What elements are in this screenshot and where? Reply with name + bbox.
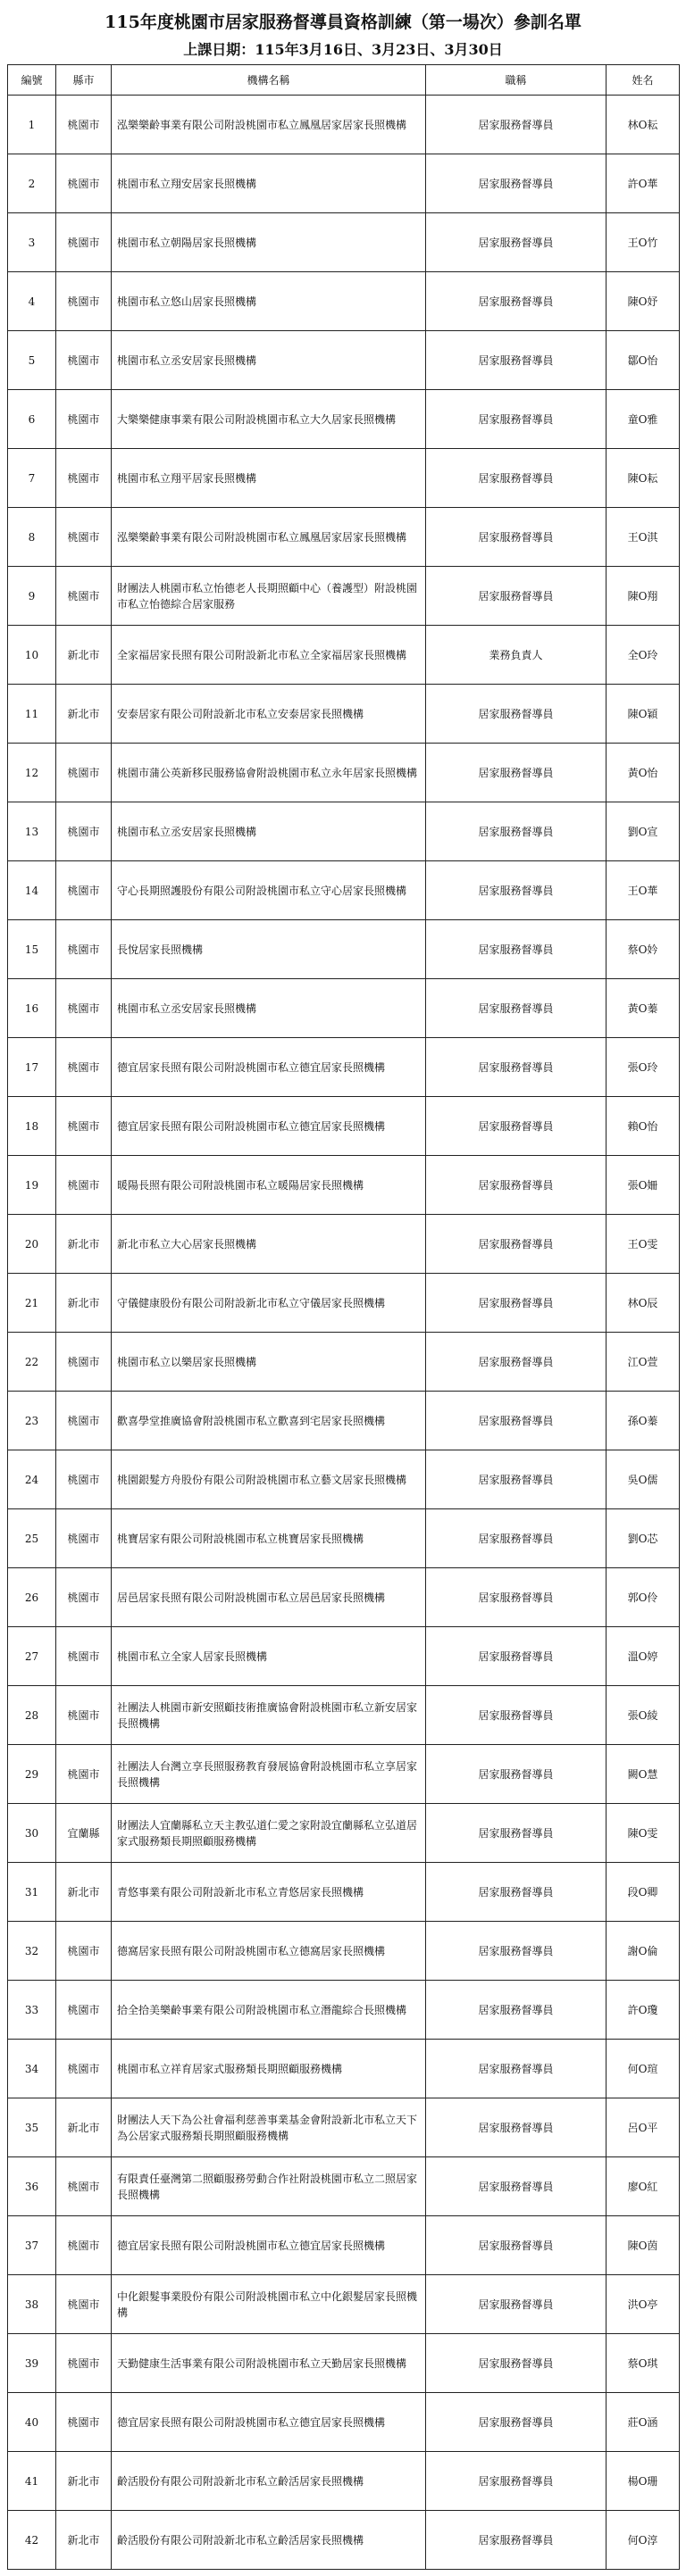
cell-title: 居家服務督導員 (426, 1156, 607, 1215)
cell-org: 有限責任臺灣第二照顧服務勞動合作社附設桃園市私立二照居家長照機構 (112, 2157, 426, 2216)
cell-org: 德宜居家長照有限公司附設桃園市私立德宜居家長照機構 (112, 1038, 426, 1097)
cell-county: 桃園市 (56, 2334, 112, 2393)
cell-org: 德宜居家長照有限公司附設桃園市私立德宜居家長照機構 (112, 2216, 426, 2275)
cell-title: 居家服務督導員 (426, 2216, 607, 2275)
cell-name: 劉O宣 (607, 802, 680, 861)
cell-title: 居家服務督導員 (426, 1450, 607, 1509)
cell-org: 桃園市私立丞安居家長照機構 (112, 331, 426, 390)
cell-title: 居家服務督導員 (426, 1804, 607, 1863)
table-row (8, 2511, 680, 2570)
table-row (8, 1568, 680, 1627)
cell-name: 林O辰 (607, 1274, 680, 1333)
cell-title: 居家服務督導員 (426, 979, 607, 1038)
cell-county: 桃園市 (56, 390, 112, 449)
cell-title: 居家服務督導員 (426, 1097, 607, 1156)
header-county: 縣市 (56, 65, 112, 96)
cell-org: 拾全拾美樂齡事業有限公司附設桃園市私立潛龍綜合長照機構 (112, 1981, 426, 2040)
cell-title: 居家服務督導員 (426, 1686, 607, 1745)
cell-org: 桃寶居家有限公司附設桃園市私立桃寶居家長照機構 (112, 1509, 426, 1568)
cell-county: 桃園市 (56, 1627, 112, 1686)
cell-name: 張O綾 (607, 1686, 680, 1745)
cell-no: 38 (8, 2275, 56, 2334)
cell-county: 桃園市 (56, 1333, 112, 1392)
cell-name: 王O淇 (607, 508, 680, 567)
cell-org: 財團法人天下為公社會福利慈善事業基金會附設新北市私立天下為公居家式服務類長期照顧服務機構 (112, 2098, 426, 2157)
cell-name: 何O淳 (607, 2511, 680, 2570)
cell-county: 桃園市 (56, 1156, 112, 1215)
cell-name: 童O雅 (607, 390, 680, 449)
document-subtitle: 上課日期：115年3月16日、3月23日、3月30日 (183, 41, 503, 58)
cell-county: 桃園市 (56, 567, 112, 626)
table-row (8, 2275, 680, 2334)
cell-no: 19 (8, 1156, 56, 1215)
cell-title: 居家服務督導員 (426, 1627, 607, 1686)
cell-name: 黃O怡 (607, 744, 680, 802)
cell-name: 王O華 (607, 861, 680, 920)
cell-no: 35 (8, 2098, 56, 2157)
cell-name: 陳O妤 (607, 272, 680, 331)
cell-county: 桃園市 (56, 154, 112, 213)
cell-name: 黃O蓁 (607, 979, 680, 1038)
cell-title: 居家服務督導員 (426, 2275, 607, 2334)
cell-no: 42 (8, 2511, 56, 2570)
cell-county: 桃園市 (56, 1097, 112, 1156)
cell-no: 7 (8, 449, 56, 508)
cell-name: 段O卿 (607, 1863, 680, 1922)
table-row (8, 920, 680, 979)
cell-no: 12 (8, 744, 56, 802)
table-row (8, 272, 680, 331)
cell-org: 財團法人宜蘭縣私立天主教弘道仁愛之家附設宜蘭縣私立弘道居家式服務類長期照顧服務機構 (112, 1804, 426, 1863)
cell-name: 闕O慧 (607, 1745, 680, 1804)
cell-org: 社團法人桃園市新安照顧技術推廣協會附設桃園市私立新安居家長照機構 (112, 1686, 426, 1745)
cell-name: 張O玲 (607, 1038, 680, 1097)
cell-no: 28 (8, 1686, 56, 1745)
cell-county: 桃園市 (56, 744, 112, 802)
cell-name: 許O瓊 (607, 1981, 680, 2040)
cell-county: 桃園市 (56, 96, 112, 154)
cell-county: 桃園市 (56, 272, 112, 331)
cell-org: 泓樂樂齡事業有限公司附設桃園市私立鳳凰居家居家長照機構 (112, 96, 426, 154)
table-row (8, 1863, 680, 1922)
header-name: 姓名 (607, 65, 680, 96)
table-row (8, 1745, 680, 1804)
table-row (8, 449, 680, 508)
cell-org: 桃園市私立翔安居家長照機構 (112, 154, 426, 213)
cell-title: 居家服務督導員 (426, 2040, 607, 2098)
cell-county: 桃園市 (56, 2157, 112, 2216)
cell-title: 居家服務督導員 (426, 1274, 607, 1333)
cell-county: 桃園市 (56, 1509, 112, 1568)
cell-name: 楊O珊 (607, 2452, 680, 2511)
cell-title: 居家服務督導員 (426, 1745, 607, 1804)
cell-county: 桃園市 (56, 1038, 112, 1097)
cell-title: 業務負責人 (426, 626, 607, 685)
table-row (8, 1686, 680, 1745)
cell-org: 長悅居家長照機構 (112, 920, 426, 979)
cell-org: 德宜居家長照有限公司附設桃園市私立德宜居家長照機構 (112, 1097, 426, 1156)
cell-county: 桃園市 (56, 1686, 112, 1745)
cell-org: 天勤健康生活事業有限公司附設桃園市私立天勤居家長照機構 (112, 2334, 426, 2393)
cell-title: 居家服務督導員 (426, 685, 607, 744)
cell-title: 居家服務督導員 (426, 1509, 607, 1568)
cell-title: 居家服務督導員 (426, 802, 607, 861)
cell-name: 蔡O妗 (607, 920, 680, 979)
cell-no: 40 (8, 2393, 56, 2452)
participant-table (7, 64, 680, 2570)
cell-county: 桃園市 (56, 2216, 112, 2275)
cell-org: 泓樂樂齡事業有限公司附設桃園市私立鳳凰居家居家長照機構 (112, 508, 426, 567)
cell-name: 林O耘 (607, 96, 680, 154)
cell-name: 莊O涵 (607, 2393, 680, 2452)
table-row (8, 567, 680, 626)
cell-title: 居家服務督導員 (426, 2393, 607, 2452)
cell-no: 27 (8, 1627, 56, 1686)
cell-name: 呂O平 (607, 2098, 680, 2157)
cell-name: 王O雯 (607, 1215, 680, 1274)
table-row (8, 1450, 680, 1509)
cell-county: 桃園市 (56, 449, 112, 508)
cell-title: 居家服務督導員 (426, 1863, 607, 1922)
cell-county: 新北市 (56, 1215, 112, 1274)
cell-org: 歡喜學堂推廣協會附設桃園市私立歡喜到宅居家長照機構 (112, 1392, 426, 1450)
table-row (8, 1156, 680, 1215)
cell-no: 8 (8, 508, 56, 567)
table-row (8, 1333, 680, 1392)
cell-no: 15 (8, 920, 56, 979)
cell-name: 陳O翔 (607, 567, 680, 626)
cell-no: 20 (8, 1215, 56, 1274)
cell-no: 33 (8, 1981, 56, 2040)
cell-org: 大樂樂健康事業有限公司附設桃園市私立大久居家長照機構 (112, 390, 426, 449)
table-row (8, 2040, 680, 2098)
cell-title: 居家服務督導員 (426, 861, 607, 920)
cell-county: 桃園市 (56, 920, 112, 979)
cell-no: 34 (8, 2040, 56, 2098)
cell-title: 居家服務督導員 (426, 2157, 607, 2216)
cell-county: 新北市 (56, 1274, 112, 1333)
cell-name: 陳O耘 (607, 449, 680, 508)
table-row (8, 979, 680, 1038)
cell-name: 陳O茵 (607, 2216, 680, 2275)
cell-county: 新北市 (56, 2098, 112, 2157)
table-row (8, 1392, 680, 1450)
cell-no: 37 (8, 2216, 56, 2275)
table-row (8, 1922, 680, 1981)
table-row (8, 802, 680, 861)
cell-county: 新北市 (56, 626, 112, 685)
cell-name: 許O華 (607, 154, 680, 213)
cell-name: 溫O婷 (607, 1627, 680, 1686)
cell-no: 2 (8, 154, 56, 213)
cell-county: 桃園市 (56, 508, 112, 567)
table-row (8, 390, 680, 449)
table-row (8, 1274, 680, 1333)
header-title: 職稱 (426, 65, 607, 96)
cell-name: 王O竹 (607, 213, 680, 272)
cell-no: 6 (8, 390, 56, 449)
cell-title: 居家服務督導員 (426, 1981, 607, 2040)
cell-org: 暖陽長照有限公司附設桃園市私立暖陽居家長照機構 (112, 1156, 426, 1215)
table-row (8, 1981, 680, 2040)
cell-no: 11 (8, 685, 56, 744)
cell-org: 桃園市私立全家人居家長照機構 (112, 1627, 426, 1686)
cell-org: 全家福居家長照有限公司附設新北市私立全家福居家長照機構 (112, 626, 426, 685)
cell-org: 桃園市私立丞安居家長照機構 (112, 802, 426, 861)
cell-org: 桃園銀髮方舟股份有限公司附設桃園市私立藝文居家長照機構 (112, 1450, 426, 1509)
cell-name: 郭O伶 (607, 1568, 680, 1627)
cell-title: 居家服務督導員 (426, 331, 607, 390)
cell-org: 桃園市私立以樂居家長照機構 (112, 1333, 426, 1392)
cell-county: 桃園市 (56, 1922, 112, 1981)
cell-name: 孫O蓁 (607, 1392, 680, 1450)
cell-org: 社團法人台灣立享長照服務教育發展協會附設桃園市私立享居家長照機構 (112, 1745, 426, 1804)
cell-no: 14 (8, 861, 56, 920)
table-row (8, 1097, 680, 1156)
cell-name: 吳O儒 (607, 1450, 680, 1509)
cell-title: 居家服務督導員 (426, 2098, 607, 2157)
cell-county: 宜蘭縣 (56, 1804, 112, 1863)
cell-county: 桃園市 (56, 2393, 112, 2452)
cell-org: 齡活股份有限公司附設新北市私立齡活居家長照機構 (112, 2511, 426, 2570)
cell-county: 桃園市 (56, 331, 112, 390)
cell-no: 39 (8, 2334, 56, 2393)
table-row (8, 1215, 680, 1274)
cell-no: 5 (8, 331, 56, 390)
cell-org: 桃園市私立悠山居家長照機構 (112, 272, 426, 331)
cell-no: 18 (8, 1097, 56, 1156)
table-row (8, 2334, 680, 2393)
cell-org: 青悠事業有限公司附設新北市私立青悠居家長照機構 (112, 1863, 426, 1922)
cell-org: 德窩居家長照有限公司附設桃園市私立德窩居家長照機構 (112, 1922, 426, 1981)
cell-name: 蔡O琪 (607, 2334, 680, 2393)
cell-no: 26 (8, 1568, 56, 1627)
table-body (8, 96, 680, 2570)
table-row (8, 626, 680, 685)
cell-county: 桃園市 (56, 1450, 112, 1509)
cell-title: 居家服務督導員 (426, 1038, 607, 1097)
cell-no: 36 (8, 2157, 56, 2216)
cell-county: 桃園市 (56, 802, 112, 861)
cell-name: 劉O芯 (607, 1509, 680, 1568)
cell-title: 居家服務督導員 (426, 96, 607, 154)
cell-org: 德宜居家長照有限公司附設桃園市私立德宜居家長照機構 (112, 2393, 426, 2452)
cell-county: 新北市 (56, 685, 112, 744)
cell-org: 桃園市私立朝陽居家長照機構 (112, 213, 426, 272)
cell-county: 桃園市 (56, 979, 112, 1038)
cell-name: 謝O倫 (607, 1922, 680, 1981)
cell-name: 陳O穎 (607, 685, 680, 744)
cell-title: 居家服務督導員 (426, 2334, 607, 2393)
cell-title: 居家服務督導員 (426, 390, 607, 449)
cell-name: 江O萱 (607, 1333, 680, 1392)
table-row (8, 1038, 680, 1097)
cell-title: 居家服務督導員 (426, 744, 607, 802)
cell-no: 9 (8, 567, 56, 626)
header-org: 機構名稱 (112, 65, 426, 96)
cell-no: 32 (8, 1922, 56, 1981)
table-row (8, 2098, 680, 2157)
cell-county: 桃園市 (56, 1745, 112, 1804)
cell-title: 居家服務督導員 (426, 154, 607, 213)
cell-no: 16 (8, 979, 56, 1038)
cell-no: 23 (8, 1392, 56, 1450)
cell-name: 何O瑄 (607, 2040, 680, 2098)
cell-title: 居家服務督導員 (426, 2452, 607, 2511)
table-row (8, 213, 680, 272)
cell-title: 居家服務督導員 (426, 920, 607, 979)
cell-title: 居家服務督導員 (426, 449, 607, 508)
cell-name: 鄒O怡 (607, 331, 680, 390)
table-row (8, 1509, 680, 1568)
table-row (8, 2157, 680, 2216)
table-header-row (8, 65, 680, 96)
cell-no: 29 (8, 1745, 56, 1804)
cell-no: 17 (8, 1038, 56, 1097)
cell-county: 桃園市 (56, 2040, 112, 2098)
table-row (8, 508, 680, 567)
cell-org: 齡活股份有限公司附設新北市私立齡活居家長照機構 (112, 2452, 426, 2511)
cell-name: 陳O雯 (607, 1804, 680, 1863)
cell-no: 22 (8, 1333, 56, 1392)
cell-title: 居家服務督導員 (426, 567, 607, 626)
cell-county: 桃園市 (56, 1568, 112, 1627)
cell-org: 桃園市私立祥育居家式服務類長期照顧服務機構 (112, 2040, 426, 2098)
cell-name: 廖O紅 (607, 2157, 680, 2216)
cell-org: 桃園市私立丞安居家長照機構 (112, 979, 426, 1038)
cell-title: 居家服務督導員 (426, 1392, 607, 1450)
cell-name: 洪O亭 (607, 2275, 680, 2334)
cell-no: 31 (8, 1863, 56, 1922)
cell-county: 桃園市 (56, 213, 112, 272)
cell-org: 守心長期照護股份有限公司附設桃園市私立守心居家長照機構 (112, 861, 426, 920)
cell-org: 財團法人桃園市私立怡德老人長期照顧中心（養護型）附設桃園市私立怡德綜合居家服務 (112, 567, 426, 626)
cell-county: 桃園市 (56, 861, 112, 920)
cell-county: 桃園市 (56, 1392, 112, 1450)
cell-no: 3 (8, 213, 56, 272)
cell-no: 41 (8, 2452, 56, 2511)
cell-county: 新北市 (56, 1863, 112, 1922)
cell-title: 居家服務督導員 (426, 508, 607, 567)
table-row (8, 1627, 680, 1686)
table-row (8, 861, 680, 920)
cell-no: 21 (8, 1274, 56, 1333)
cell-title: 居家服務督導員 (426, 213, 607, 272)
table-row (8, 2452, 680, 2511)
cell-title: 居家服務督導員 (426, 272, 607, 331)
cell-county: 新北市 (56, 2511, 112, 2570)
cell-org: 桃園市蒲公英新移民服務協會附設桃園市私立永年居家長照機構 (112, 744, 426, 802)
cell-name: 賴O怡 (607, 1097, 680, 1156)
cell-no: 13 (8, 802, 56, 861)
cell-org: 守儀健康股份有限公司附設新北市私立守儀居家長照機構 (112, 1274, 426, 1333)
table-row (8, 2393, 680, 2452)
cell-title: 居家服務督導員 (426, 1215, 607, 1274)
cell-no: 4 (8, 272, 56, 331)
cell-no: 24 (8, 1450, 56, 1509)
cell-county: 桃園市 (56, 2275, 112, 2334)
table-row (8, 685, 680, 744)
cell-org: 新北市私立大心居家長照機構 (112, 1215, 426, 1274)
cell-no: 10 (8, 626, 56, 685)
header-no: 編號 (8, 65, 56, 96)
cell-no: 1 (8, 96, 56, 154)
table-row (8, 1804, 680, 1863)
cell-county: 新北市 (56, 2452, 112, 2511)
table-row (8, 96, 680, 154)
table-row (8, 2216, 680, 2275)
cell-title: 居家服務督導員 (426, 2511, 607, 2570)
cell-org: 安泰居家有限公司附設新北市私立安泰居家長照機構 (112, 685, 426, 744)
cell-org: 居邑居家長照有限公司附設桃園市私立居邑居家長照機構 (112, 1568, 426, 1627)
cell-org: 中化銀髮事業股份有限公司附設桃園市私立中化銀髮居家長照機構 (112, 2275, 426, 2334)
cell-name: 張O姍 (607, 1156, 680, 1215)
cell-no: 30 (8, 1804, 56, 1863)
cell-title: 居家服務督導員 (426, 1922, 607, 1981)
cell-org: 桃園市私立翔平居家長照機構 (112, 449, 426, 508)
table-row (8, 331, 680, 390)
table-row (8, 154, 680, 213)
cell-title: 居家服務督導員 (426, 1568, 607, 1627)
cell-name: 全O玲 (607, 626, 680, 685)
cell-no: 25 (8, 1509, 56, 1568)
document-title: 115年度桃園市居家服務督導員資格訓練（第一場次）參訓名單 (105, 12, 581, 32)
table-row (8, 744, 680, 802)
cell-title: 居家服務督導員 (426, 1333, 607, 1392)
cell-county: 桃園市 (56, 1981, 112, 2040)
